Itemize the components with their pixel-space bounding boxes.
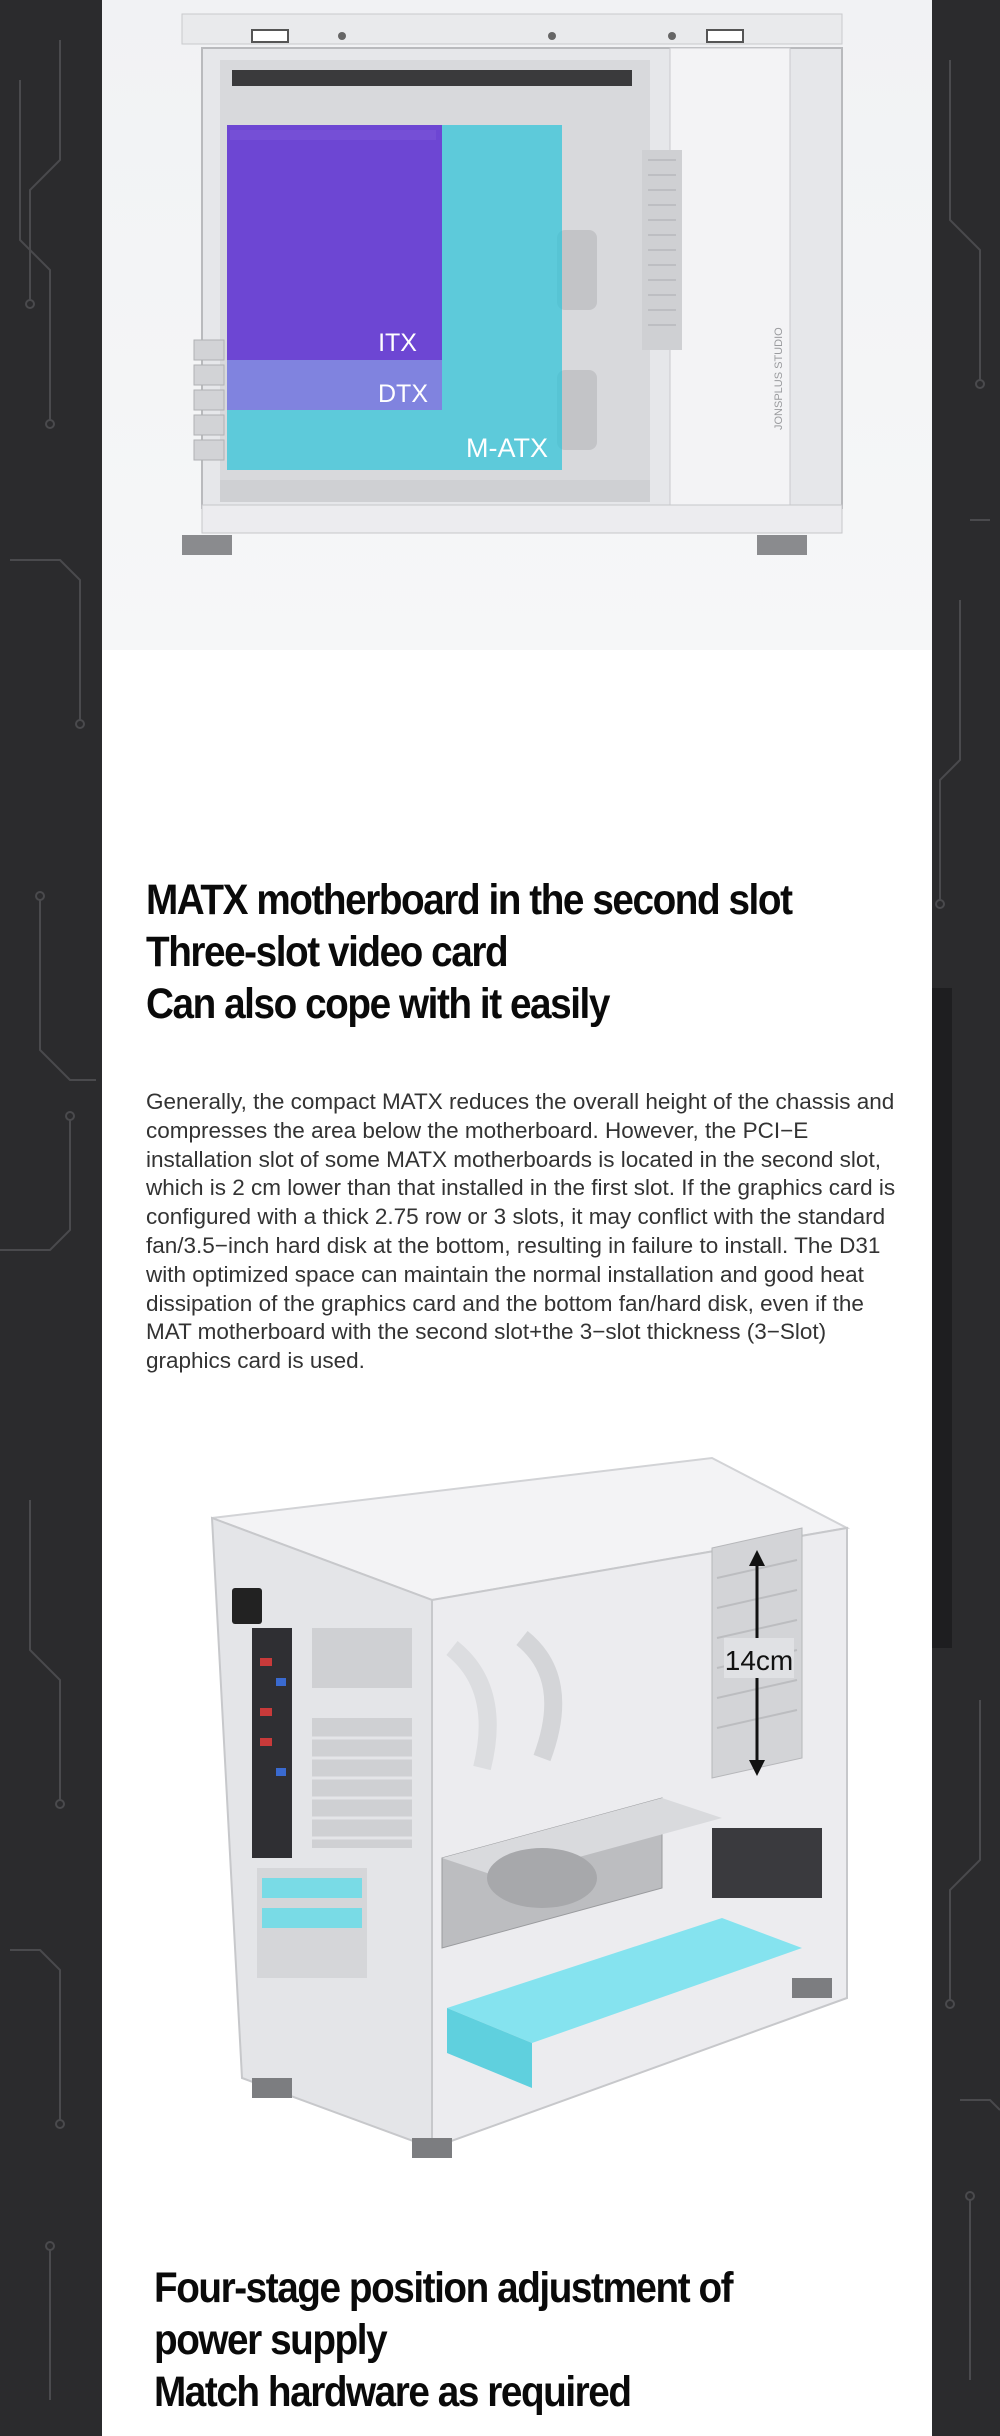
- section2-heading-line: Four-stage position adjustment of: [154, 2264, 733, 2312]
- itx-area: [227, 125, 442, 360]
- clearance-label: 14cm: [724, 1645, 794, 1676]
- section1-heading-line: Three-slot video card: [146, 928, 508, 976]
- chassis-form-factor-figure: [102, 0, 932, 650]
- section2-heading-line: Match hardware as required: [154, 2368, 631, 2416]
- section1-heading-line: MATX motherboard in the second slot: [146, 876, 792, 924]
- brand-text: JONSPLUS STUDIO: [773, 327, 785, 430]
- section2-heading: [154, 2262, 732, 2418]
- product-detail-page: [102, 0, 932, 2436]
- chassis-clearance-figure: [102, 1438, 932, 2198]
- matx-label: M-ATX: [466, 433, 548, 463]
- section1-heading-line: Can also cope with it easily: [146, 980, 609, 1028]
- section1-body: Generally, the compact MATX reduces the overall height of the chassis and compresses the area below the motherboard. However, the PCI−E installation slot of some MATX motherboards is located in the second slot, which is 2 cm lower than that installed in the first slot. If the graphics card is configured with a thick 2.75 row or 3 slots, it may conflict with the standard fan/3.5−inch hard disk at the bottom, resulting in failure to install. The D31 with optimized space can maintain the normal installation and good heat dissipation of the graphics card and the bottom fan/hard disk, even if the MAT motherboard with the second slot+the 3−slot thickness (3−Slot) graphics card is used.: [146, 1089, 896, 1374]
- dtx-label: DTX: [378, 380, 428, 408]
- chassis-illustration: [102, 0, 932, 650]
- side-shadow-panel: [930, 988, 952, 1648]
- chassis-iso-illustration: [102, 1438, 932, 2198]
- section2-heading-line: power supply: [154, 2316, 387, 2364]
- section1-heading: [146, 874, 792, 1030]
- itx-label: ITX: [378, 329, 417, 357]
